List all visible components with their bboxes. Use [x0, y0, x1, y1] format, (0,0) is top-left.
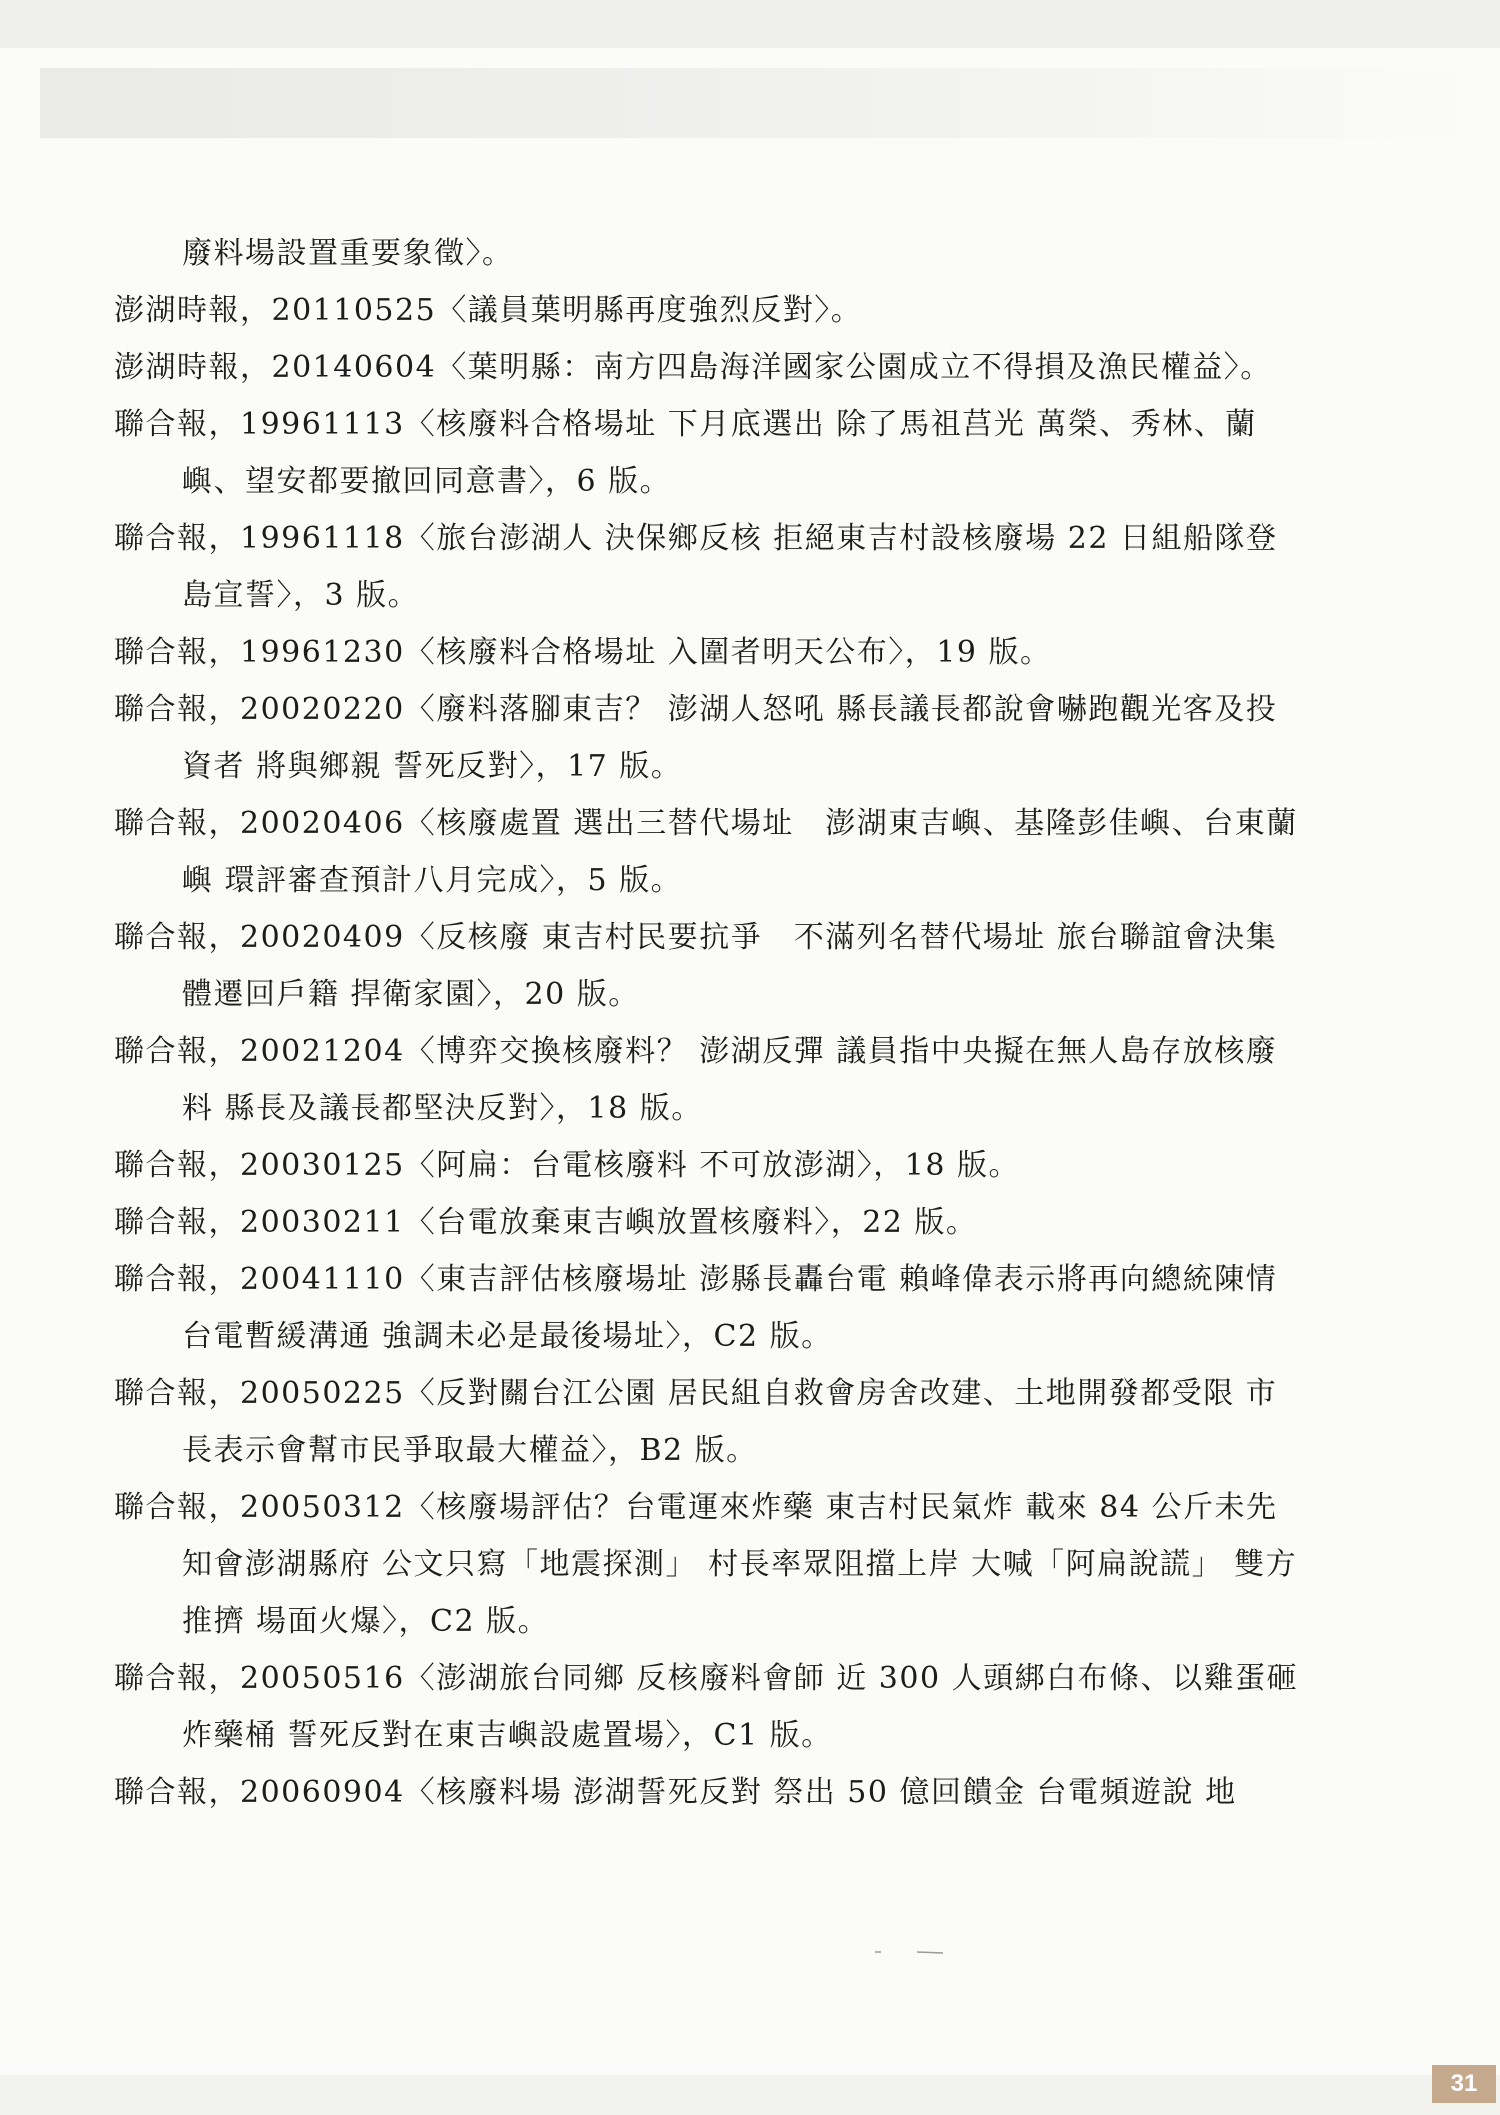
reference-entry: 聯合報，19961118〈旅台澎湖人 決保鄉反核 拒絕東吉村設核廢場 22 日組船隊登島宣誓〉，3 版。	[114, 521, 1278, 613]
reference-entry: 聯合報，20041110〈東吉評估核廢場址 澎縣長轟台電 賴峰偉表示將再向總統陳情 台電暫緩溝通 強調未必是最後場址〉，C2 版。	[114, 1262, 1278, 1354]
reference-entry: 聯合報，20020409〈反核廢 東吉村民要抗爭 不滿列名替代場址 旅台聯誼會決集體遷回戶籍 捍衛家園〉，20 版。	[114, 920, 1278, 1012]
reference-list	[114, 225, 1302, 1821]
reference-entry: 聯合報，20020220〈廢料落腳東吉？ 澎湖人怒吼 縣長議長都說會嚇跑觀光客及投資者 將與鄉親 誓死反對〉，17 版。	[114, 692, 1278, 784]
scan-bottom-band	[0, 2075, 1500, 2115]
reference-entry: 聯合報，20021204〈博弈交換核廢料？ 澎湖反彈 議員指中央擬在無人島存放核廢料 縣長及議長都堅決反對〉，18 版。	[114, 1034, 1278, 1126]
header-strip	[40, 68, 1480, 138]
reference-continuation: 廢料場設置重要象徵〉。	[182, 236, 514, 271]
page-number: 31	[1432, 2065, 1496, 2103]
reference-entry: 澎湖時報，20140604〈葉明縣：南方四島海洋國家公園成立不得損及漁民權益〉。	[114, 350, 1272, 385]
reference-entry: 聯合報，20050516〈澎湖旅台同鄉 反核廢料會師 近 300 人頭綁白布條、以雞蛋砸炸藥桶 誓死反對在東吉嶼設處置場〉，C1 版。	[114, 1661, 1299, 1753]
reference-entry: 聯合報，20050312〈核廢場評估？台電運來炸藥 東吉村民氣炸 載來 84 公斤未先知會澎湖縣府 公文只寫「地震探測」 村長率眾阻擋上岸 大喊「阿扁說謊」 雙方推擠 場面火爆〉，C2 版。	[114, 1490, 1298, 1639]
reference-entry: 聯合報，19961113〈核廢料合格場址 下月底選出 除了馬祖莒光 萬榮、秀林、蘭嶼、望安都要撤回同意書〉，6 版。	[114, 407, 1257, 499]
reference-entry: 聯合報，20050225〈反對關台江公園 居民組自救會房舍改建、土地開發都受限 市長表示會幫市民爭取最大權益〉，B2 版。	[114, 1376, 1278, 1468]
reference-entry: 聯合報，20030125〈阿扁：台電核廢料 不可放澎湖〉，18 版。	[114, 1148, 1020, 1183]
reference-entry: 聯合報，20020406〈核廢處置 選出三替代場址 澎湖東吉嶼、基隆彭佳嶼、台東蘭嶼 環評審查預計八月完成〉，5 版。	[114, 806, 1298, 898]
reference-entry: 聯合報，19961230〈核廢料合格場址 入圍者明天公布〉，19 版。	[114, 635, 1052, 670]
reference-entry: 聯合報，20060904〈核廢料場 澎湖誓死反對 祭出 50 億回饋金 台電頻遊說 地	[114, 1775, 1237, 1810]
reference-entry: 澎湖時報，20110525〈議員葉明縣再度強烈反對〉。	[114, 293, 863, 328]
scan-top-band	[0, 0, 1500, 48]
reference-entry: 聯合報，20030211〈台電放棄東吉嶼放置核廢料〉，22 版。	[114, 1205, 978, 1240]
scan-mark	[875, 1950, 945, 1954]
